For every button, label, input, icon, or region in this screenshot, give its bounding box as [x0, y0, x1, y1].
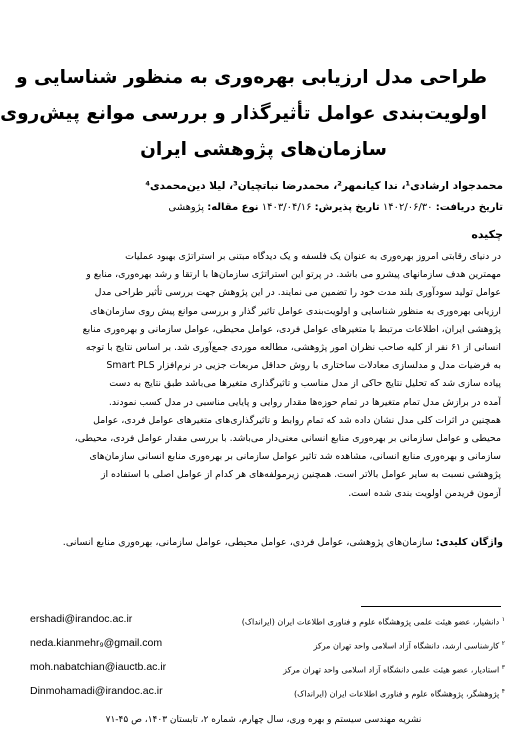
- title-line: اولویت‌بندی عوامل تأثیرگذار و بررسی موانع پیش‌روی: [0, 103, 487, 124]
- footnote-number: ۱: [501, 616, 505, 623]
- article-type: پژوهشی: [168, 202, 205, 213]
- footnote-affiliation: [283, 664, 505, 675]
- footnote-number: ۴: [501, 688, 505, 695]
- abstract-line: سازمانی و بهره‌وری منابع انسانی، مشاهده شد تاثیر عوامل سازمانی بر بهره‌وری منابع انسانی سازمان‌های: [89, 451, 501, 463]
- journal-citation-footer: نشریه مهندسی سیستم و بهره وری، سال چهارم، شماره ۲، تابستان ۱۴۰۳، ص ۴۵-۷۱: [105, 715, 422, 725]
- received-label: تاریخ دریافت:: [435, 202, 503, 213]
- abstract-line: در دنیای رقابتی امروز بهره‌وری به عنوان یک فلسفه و یک دیدگاه مبتنی بر استراتژی بهبود عملیات: [125, 251, 501, 262]
- abstract-line: مهمترین هدف سازمانهای پیشرو می باشد. در پرتو این استراتژی سازمان‌ها با ارتقا و رشد بهره‌وری، منابع و: [86, 269, 501, 281]
- author-email[interactable]: ershadi@irandoc.ac.ir: [30, 613, 133, 625]
- author-email[interactable]: moh.nabatchian@iauctb.ac.ir: [30, 661, 167, 673]
- affiliation-text: پژوهشگر، پژوهشگاه علوم و فناوری اطلاعات ایران (ایرانداک): [294, 689, 500, 699]
- footnote-number: ۳: [501, 664, 505, 671]
- affiliation-text: استادیار، عضو هیئت علمی دانشگاه آزاد اسلامی واحد تهران مرکز: [283, 665, 500, 675]
- author-email[interactable]: Dinmohamadi@irandoc.ac.ir: [30, 685, 163, 697]
- paper-title: [0, 60, 487, 168]
- abstract-line: محیطی و عوامل سازمانی بر بهره‌وری منابع انسانی معنی‌دار می‌باشد. با بررسی مقدار عوامل فردی، محیطی،: [74, 433, 501, 445]
- author-email[interactable]: neda.kianmehr₉@gmail.com: [30, 637, 163, 649]
- abstract-line: عوامل تولید سودآوری بلند مدت خود را تضمین می نمایند. در این پژوهش جهت بررسی تأثیر طراحی مدل: [94, 287, 501, 299]
- accepted-label: تاریخ پذیرش:: [314, 202, 380, 213]
- abstract-line: پیاده سازی شد که تحلیل نتایج حاکی از مدل مناسب و تاثیرگذاری متغیرها می‌باشد طبق نتایج به دست: [109, 378, 501, 390]
- footnote-item: [30, 637, 505, 661]
- article-type-label: نوع مقاله:: [207, 202, 259, 213]
- article-dates: [168, 202, 503, 213]
- abstract-line: ارزیابی بهره‌وری به منظور شناسایی و اولویت‌بندی عوامل تاثیر گذار و بررسی موانع پیش روی سازمان‌های: [89, 305, 501, 317]
- received-date: ۱۴۰۲/۰۶/۳۰: [382, 202, 433, 213]
- affiliation-text: دانشیار، عضو هیئت علمی پژوهشگاه علوم و فناوری اطلاعات ایران (ایرانداک): [241, 617, 500, 627]
- footnote-divider: [361, 606, 501, 607]
- abstract-line: همچنین در اثرات کلی مدل نشان داده شد که تمام روابط و تاثیرگذاری‌های متغیرهای عوامل فردی، عوامل: [93, 414, 501, 426]
- keywords: [20, 537, 503, 548]
- accepted-date: ۱۴۰۳/۰۴/۱۶: [261, 202, 312, 213]
- abstract-heading: چکیده: [471, 228, 503, 241]
- abstract-line: انسانی از ۶۱ نفر از کلیه صاحب نظران امور پژوهشی، مطالعه موردی جمع‌آوری شد. بر اساس نتایج با توجه: [85, 342, 501, 354]
- title-line: طراحی مدل ارزیابی بهره‌وری به منظور شناسایی و: [16, 67, 487, 88]
- abstract-line: آمده در برازش مدل تمام متغیرها در تمام حوزه‌ها مقدار روایی و پایایی مناسبی در مدل کسب نمودند.: [108, 396, 501, 408]
- footnote-affiliation: [314, 640, 505, 651]
- footnote-affiliation: [294, 688, 505, 699]
- footnote-number: ۲: [501, 640, 505, 647]
- footnotes: [30, 613, 505, 709]
- affiliation-text: کارشناسی ارشد، دانشگاه آزاد اسلامی واحد تهران مرکز: [313, 641, 500, 651]
- author-list: محمدجواد ارشادی¹، ندا کیانمهر²، محمدرضا نباتچیان³، لیلا دین‌محمدی⁴: [145, 180, 503, 192]
- abstract-line: پژوهشی نسبت به سایر عوامل بالاتر است. همچنین زیرمولفه‌های هر کدام از عوامل اصلی با استفاده از: [100, 469, 501, 481]
- footnote-item: [30, 661, 505, 685]
- footnote-item: [30, 613, 505, 637]
- footnote-affiliation: [242, 616, 505, 627]
- keywords-value: سازمان‌های پژوهشی، عوامل فردی، عوامل محیطی، عوامل سازمانی، بهره‌وری منابع انسانی.: [62, 537, 433, 548]
- footnote-item: [30, 685, 505, 709]
- abstract-body: [30, 248, 501, 503]
- keywords-label: واژگان کلیدی:: [435, 537, 503, 548]
- title-line: سازمان‌های پژوهشی ایران: [140, 139, 387, 160]
- abstract-line: آزمون فریدمن اولویت بندی شده است.: [348, 487, 501, 499]
- abstract-line: پژوهشی ایران، اطلاعات مرتبط با متغیرهای عوامل فردی، عوامل محیطی، عوامل سازمانی و بهره‌وری منابع: [82, 323, 501, 335]
- abstract-line: به فرضیات مدل و مدلسازی معادلات ساختاری با روش حداقل مربعات جزیی در نرم‌افزار Smart PLS: [106, 360, 501, 372]
